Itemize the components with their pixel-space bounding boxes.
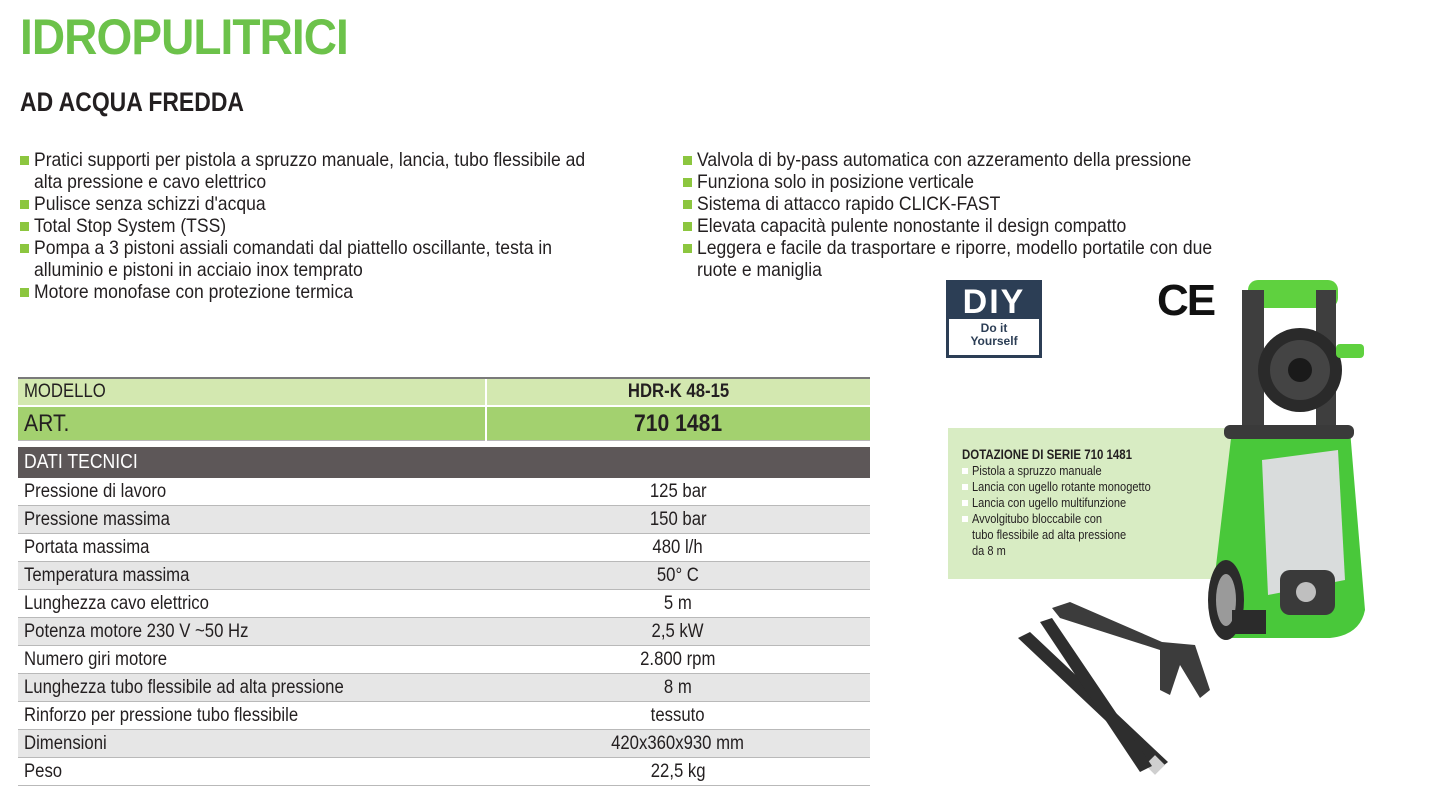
spec-value: 125 bar [486, 478, 870, 506]
equipment-text: da 8 m [972, 543, 1006, 558]
spec-row [18, 674, 870, 702]
feature-text: Elevata capacità pulente nonostante il design compatto [697, 215, 1127, 237]
bullet-icon [20, 200, 29, 209]
spec-label: Temperatura massima [18, 562, 486, 590]
washer-top-cap [1224, 425, 1354, 439]
spec-label: Numero giri motore [18, 646, 486, 674]
washer-foot [1232, 610, 1266, 634]
bullet-icon [20, 156, 29, 165]
spec-label: Portata massima [18, 534, 486, 562]
spec-label: Dimensioni [18, 730, 486, 758]
ce-mark: CE [1157, 276, 1215, 325]
bullet-icon [683, 178, 692, 187]
art-label: ART. [18, 406, 486, 441]
spec-label: Lunghezza cavo elettrico [18, 590, 486, 618]
feature-text: Sistema di attacco rapido CLICK-FAST [697, 193, 1001, 215]
bullet-icon [962, 484, 968, 490]
feature-text: Total Stop System (TSS) [34, 215, 227, 237]
feature-item [683, 149, 1303, 171]
spec-label: Pressione di lavoro [18, 478, 486, 506]
spec-row [18, 506, 870, 534]
spec-row [18, 562, 870, 590]
feature-item [20, 281, 660, 303]
spec-row [18, 646, 870, 674]
bullet-icon [20, 222, 29, 231]
art-row [18, 406, 870, 441]
spec-row [18, 618, 870, 646]
bullet-icon [683, 156, 692, 165]
spec-label: Potenza motore 230 V ~50 Hz [18, 618, 486, 646]
feature-text: Leggera e facile da trasportare e riporre, modello portatile con due [697, 237, 1213, 259]
page-title: IDROPULITRICI [20, 9, 348, 65]
bullet-icon [962, 516, 968, 522]
spec-label: Pressione massima [18, 506, 486, 534]
spec-value: 150 bar [486, 506, 870, 534]
feature-item [683, 215, 1303, 237]
equipment-text: Avvolgitubo bloccabile con [972, 511, 1103, 526]
feature-text: Funziona solo in posizione verticale [697, 171, 975, 193]
reel-crank [1336, 344, 1364, 358]
spec-value: 420x360x930 mm [486, 730, 870, 758]
feature-text: ruote e maniglia [697, 259, 822, 281]
spec-label: Peso [18, 758, 486, 786]
section-header: DATI TECNICI [18, 447, 870, 478]
diy-line2: Yourself [970, 334, 1018, 348]
equipment-text: Lancia con ugello rotante monogetto [972, 479, 1151, 494]
feature-text: Pulisce senza schizzi d'acqua [34, 193, 266, 215]
spec-table [18, 377, 870, 786]
feature-item [20, 237, 660, 281]
feature-text: Valvola di by-pass automatica con azzeramento della pressione [697, 149, 1192, 171]
spec-value: 2.800 rpm [486, 646, 870, 674]
spec-row [18, 590, 870, 618]
lance-1 [1018, 632, 1168, 775]
bullet-icon [962, 468, 968, 474]
feature-text: Pratici supporti per pistola a spruzzo manuale, lancia, tubo flessibile ad [34, 149, 586, 171]
feature-item [683, 193, 1303, 215]
feature-text: alluminio e pistoni in acciaio inox temprato [34, 259, 363, 281]
spec-row [18, 534, 870, 562]
spec-row [18, 702, 870, 730]
spec-value: 22,5 kg [486, 758, 870, 786]
spec-row [18, 478, 870, 506]
feature-text: alta pressione e cavo elettrico [34, 171, 267, 193]
bullet-icon [683, 200, 692, 209]
model-label: MODELLO [18, 378, 486, 406]
equipment-text: tubo flessibile ad alta pressione [972, 527, 1127, 542]
spec-value: 8 m [486, 674, 870, 702]
feature-text: Motore monofase con protezione termica [34, 281, 353, 303]
spec-label: Lunghezza tubo flessibile ad alta pressione [18, 674, 486, 702]
section-header-row [18, 447, 870, 478]
spec-label: Rinforzo per pressione tubo flessibile [18, 702, 486, 730]
equipment-text: Pistola a spruzzo manuale [972, 463, 1102, 478]
bullet-icon [20, 288, 29, 297]
spec-value: 5 m [486, 590, 870, 618]
art-value: 710 1481 [486, 406, 870, 441]
pressure-washer-image [1000, 270, 1370, 790]
diy-line1: Do it [980, 321, 1008, 335]
model-value: HDR-K 48-15 [486, 378, 870, 406]
bullet-icon [20, 244, 29, 253]
diy-logo-title: DIY [949, 283, 1039, 319]
spec-value: 480 l/h [486, 534, 870, 562]
spec-value: tessuto [486, 702, 870, 730]
features-right-list [683, 149, 1303, 281]
spec-row [18, 758, 870, 786]
equipment-text: Lancia con ugello multifunzione [972, 495, 1127, 510]
spec-row [18, 730, 870, 758]
standard-equipment-title: DOTAZIONE DI SERIE 710 1481 [962, 447, 1133, 462]
feature-text: Pompa a 3 pistoni assiali comandati dal piattello oscillante, testa in [34, 237, 553, 259]
page-subtitle: AD ACQUA FREDDA [20, 87, 244, 117]
model-row [18, 378, 870, 406]
spec-value: 2,5 kW [486, 618, 870, 646]
bullet-icon [683, 244, 692, 253]
feature-item [20, 193, 660, 215]
bullet-icon [683, 222, 692, 231]
feature-item [20, 149, 660, 193]
features-left-list [20, 149, 660, 303]
bullet-icon [962, 500, 968, 506]
spec-value: 50° C [486, 562, 870, 590]
feature-item [20, 215, 660, 237]
feature-item [683, 171, 1303, 193]
